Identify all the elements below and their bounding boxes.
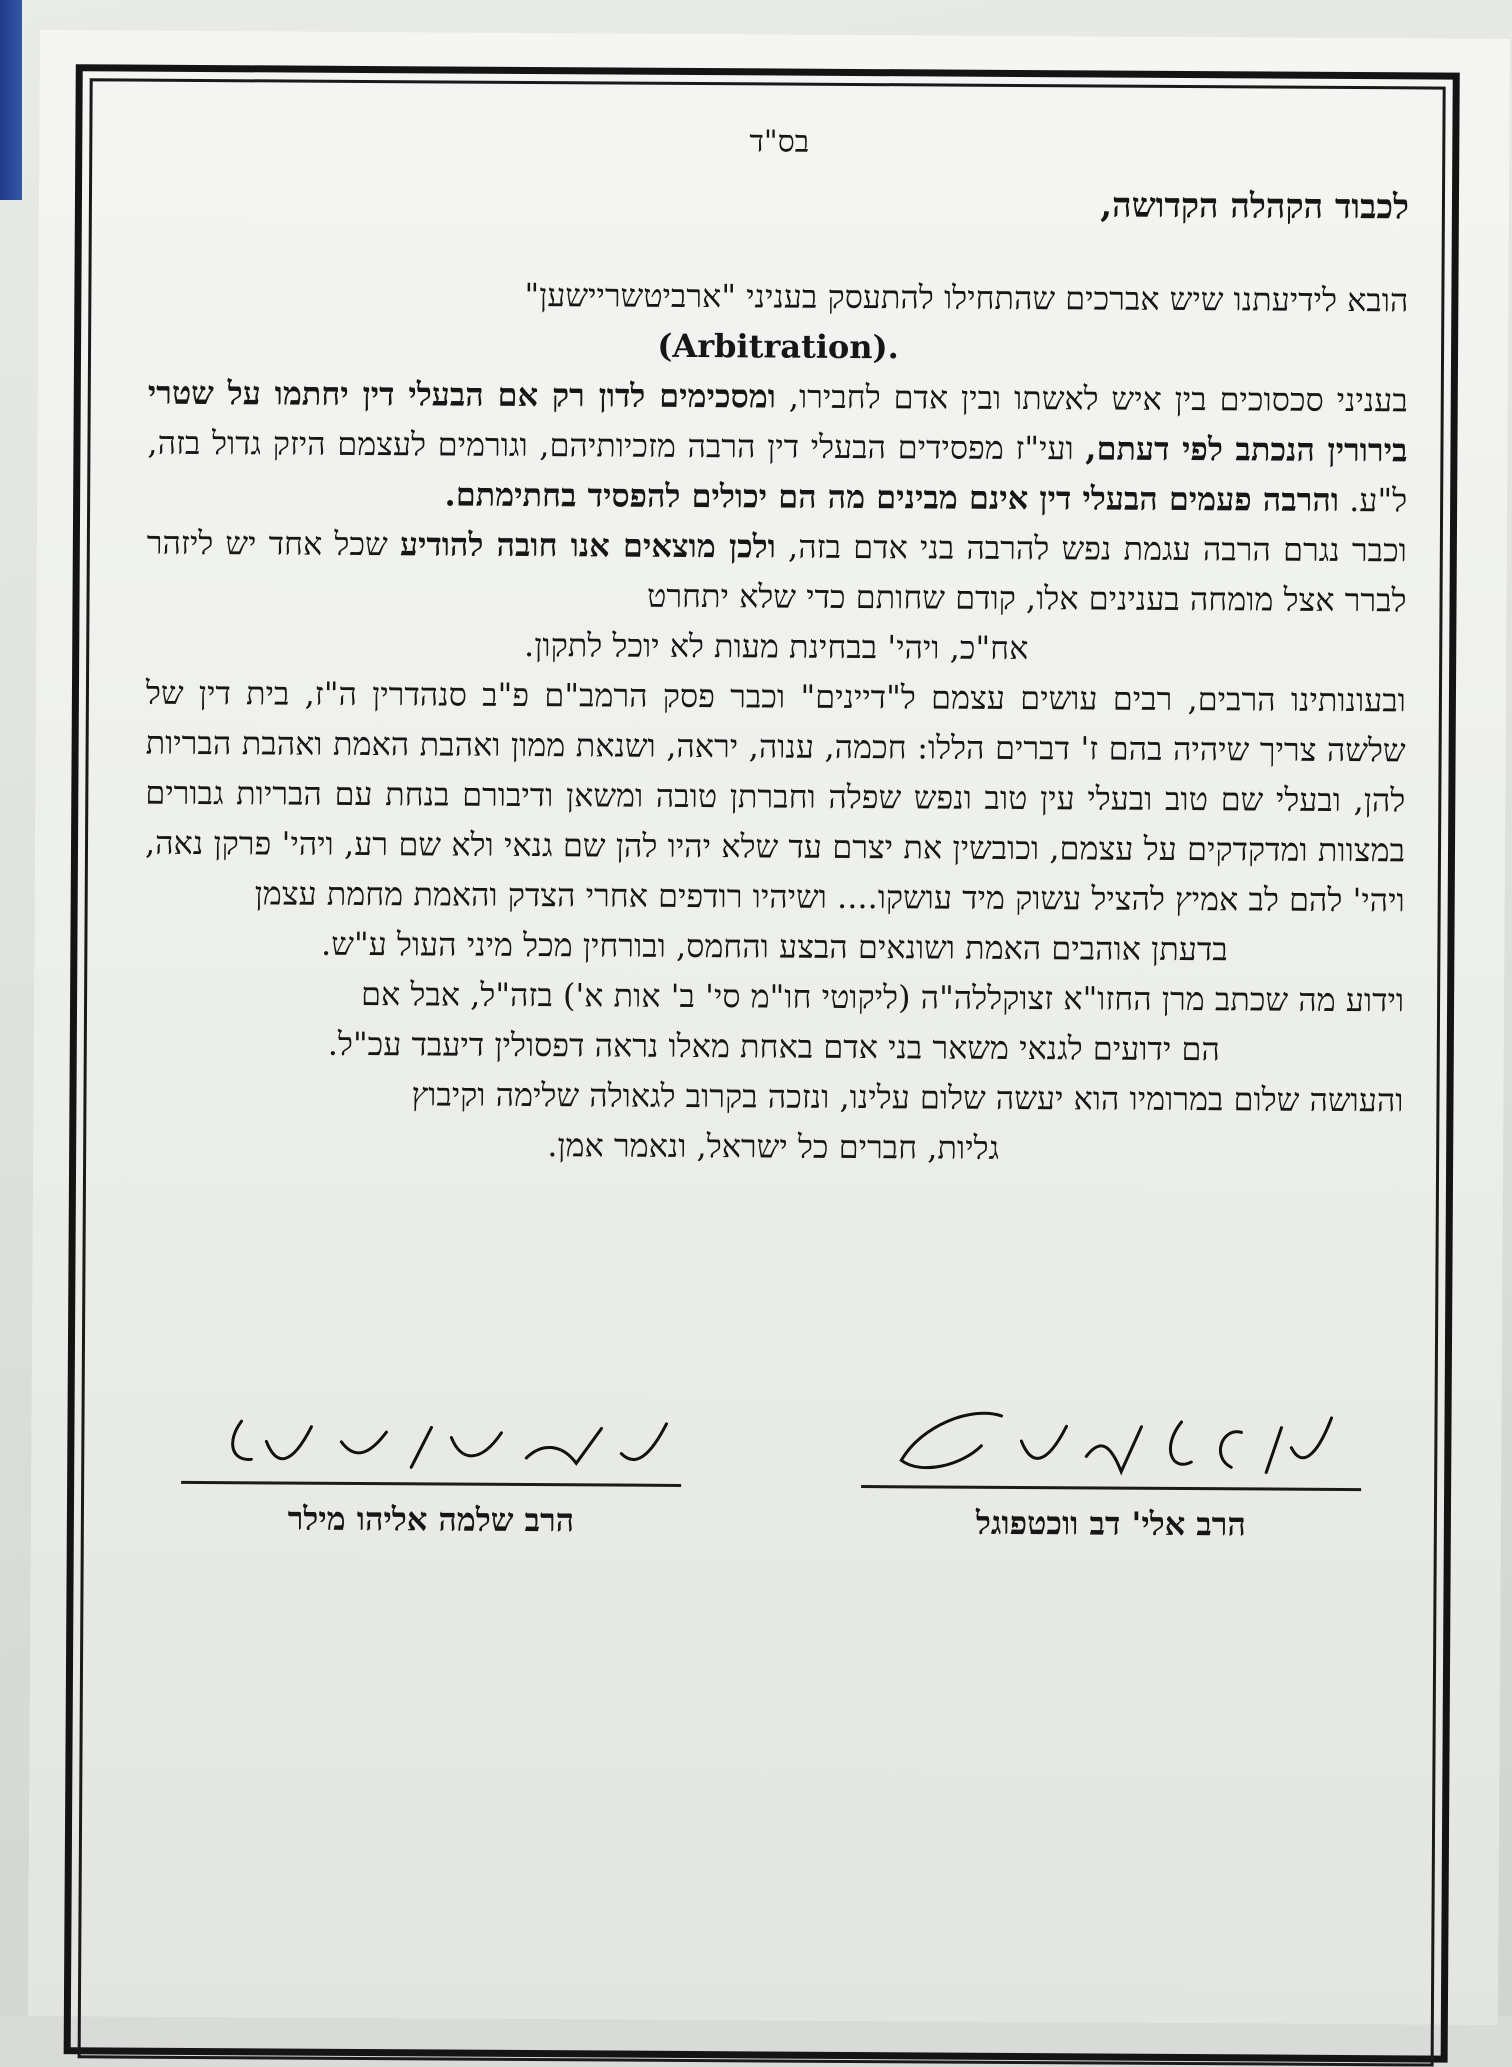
paragraph-closing-end: גליות, חברים כל ישראל, ונאמר אמן. bbox=[547, 1126, 1000, 1167]
signature-left bbox=[181, 1381, 682, 1554]
disputes-bold-1: ומסכימים לדון רק אם הבעלי דין יחתמו על שטרי בירורין הנכתב לפי דעתם, bbox=[147, 373, 1408, 470]
letter-paper bbox=[28, 30, 1510, 2025]
intro-line: הובא לידיעתנו שיש אברכים שהתחילו להתעסק בעניני "ארביטשריישען" bbox=[524, 275, 1409, 320]
disputes-text-2: ועי"ז מפסידים הבעלי דין הרבה מזכיותיהם, וגורמים לעצמם היזק גדול בזה, ל"ע. bbox=[147, 423, 1408, 520]
arbitration-term: (Arbitration). bbox=[657, 326, 899, 367]
paragraph-warning-end: אח"כ, ויהי' בבחינת מעות לא יוכל לתקון. bbox=[524, 625, 1029, 668]
signer-name-right: הרב אלי' דב ווכטפוגל bbox=[975, 1503, 1246, 1544]
handwritten-signature-left bbox=[181, 1381, 682, 1484]
paragraph-chazon-ish-end: הם ידועים לגנאי משאר בני אדם באחת מאלו נראה דפסולין דיעבד עכ"ל. bbox=[327, 1024, 1220, 1069]
paragraph-closing: והעושה שלום במרומיו הוא יעשה שלום עלינו, ונזכה בקרוב לגאולה שלימה וקיבוץ bbox=[411, 1075, 1404, 1120]
signatures-area bbox=[181, 1381, 1362, 1568]
signer-name-left: הרב שלמה אליהו מילר bbox=[287, 1499, 575, 1540]
paragraph-warning bbox=[146, 518, 1407, 626]
signature-right bbox=[861, 1385, 1362, 1558]
warning-text: וכבר נגרם הרבה עגמת נפש להרבה בני אדם בזה, bbox=[787, 527, 1407, 570]
paragraph-disputes bbox=[147, 368, 1408, 526]
disputes-bold-2: והרבה פעמים הבעלי דין אינם מבינים מה הם יכולים להפסיד בחתימתם. bbox=[444, 475, 1340, 519]
paragraph-intro-latin bbox=[148, 318, 1408, 376]
paragraph-chazon-ish: וידוע מה שכתב מרן החזו"א זצוקללה"ה (ליקוטי חו"מ סי' ב' אות א') בזה"ל, אבל אם bbox=[360, 974, 1405, 1020]
warning-text-2: שכל אחד יש ליזהר לברר אצל מומחה בענינים אלו, קודם שחותם כדי שלא יתחרט bbox=[146, 523, 1407, 620]
letter-header-bsd: בס"ד bbox=[749, 124, 810, 160]
paragraph-intro bbox=[148, 268, 1408, 326]
disputes-text: בעניני סכסוכים בין איש לאשתו ובין אדם לחבירו, bbox=[788, 377, 1408, 420]
handwritten-signature-right bbox=[861, 1385, 1362, 1488]
blue-folder-edge bbox=[0, 0, 22, 200]
paragraph-rambam: ובעונותינו הרבים, רבים עושים עצמם ל"דיינים" וכבר פסק הרמב"ם פ"ב סנהדרין ה"ז, בית דין של שלשה צריך שיהיה בהם ז' דברים הללו: חכמה, ענוה, יראה, ושנאת ממון ואהבת האמת ואהבת הבריות להן, ובעלי שם טוב ובעלי עין טוב ונפש שפלה וחברתן טובה ומשאן ודיבורם בנחת עם הבריות גבורים במצוות ומדקדקים על עצמם, וכובשין את יצרם עד שלא יהיו להן שם גנאי ולא שם רע, ויהי' פרקן נאה, ויהי' להם לב אמיץ להציל עשוק מיד עושקו.... ושיהיו רודפים אחרי הצדק והאמת מחמת עצמן bbox=[144, 673, 1407, 920]
warning-bold: ולכן מוצאים אנו חובה להודיע bbox=[399, 525, 777, 566]
salutation: לכבוד הקהלה הקדושה, bbox=[1100, 185, 1410, 228]
letter-body bbox=[143, 121, 1409, 1176]
paragraph-rambam-end: בדעתן אוהבים האמת ושונאים הבצע והחמס, ובורחין מכל מיני העול ע"ש. bbox=[320, 924, 1228, 969]
